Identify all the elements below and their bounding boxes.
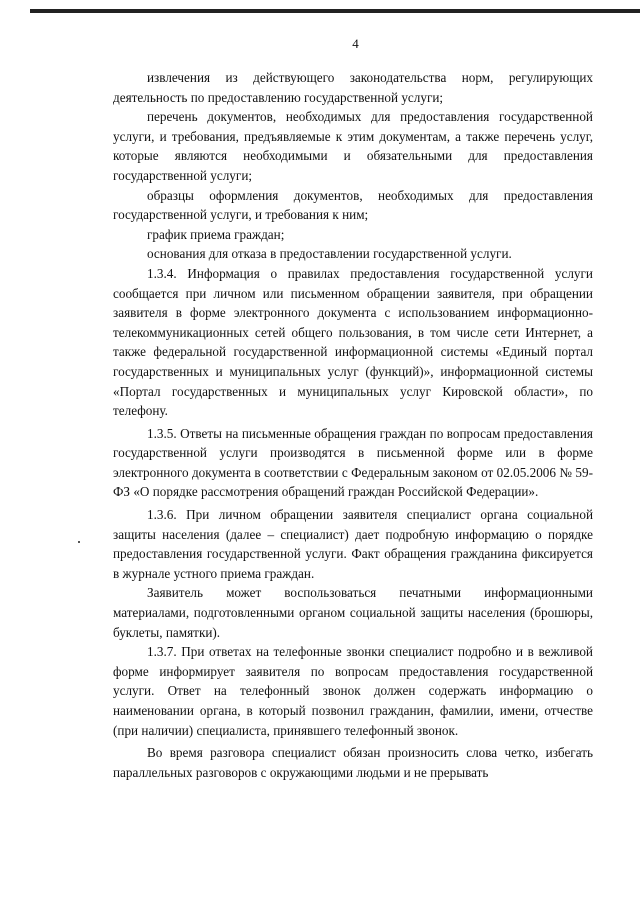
page-number: 4 [352, 36, 359, 51]
scan-speck [78, 541, 80, 543]
paragraph-1-3-5: 1.3.5. Ответы на письменные обращения граждан по вопросам предоставления государственной услуги производятся в письменной форме или в форме электронного документа в соответствии с Федеральным законом от 02.05.2006 № 59-ФЗ «О порядке рассмотрения обращений граждан Российской Федерации». [113, 425, 593, 500]
paragraph-extracts-of-law: извлечения из действующего законодательства норм, регулирующих деятельность по предоставлению государственной услуги; [113, 70, 593, 105]
paragraph-conversation-rules: Во время разговора специалист обязан произносить слова четко, избегать параллельных разговоров с окружающими людьми и не прерывать [113, 745, 593, 780]
page-top-rule [30, 9, 640, 13]
paragraph-reception-schedule: график приема граждан; [147, 226, 285, 242]
paragraph-list-of-documents: перечень документов, необходимых для предоставления государственной услуги, и требования, предъявляемые к этим документам, а также перечень услуг, которые являются необходимыми и обязательными для предоставления государственной услуги; [113, 109, 593, 183]
paragraph-printed-materials: Заявитель может воспользоваться печатными информационными материалами, подготовленными органом социальной защиты населения (брошюры, буклеты, памятки). [113, 585, 593, 640]
paragraph-1-3-7: 1.3.7. При ответах на телефонные звонки специалист подробно и в вежливой форме информирует заявителя по вопросам предоставления государственной услуги. Ответ на телефонный звонок должен содержать информацию о наименовании органа, в который позвонил гражданин, фамилии, имени, отчестве (при наличии) специалиста, принявшего телефонный звонок. [113, 644, 593, 738]
paragraph-1-3-4: 1.3.4. Информация о правилах предоставления государственной услуги сообщается при личном или письменном обращении заявителя, при обращении заявителя в форме электронного документа с использованием информационно-телекоммуникационных сетей общего пользования, в том числе сети Интернет, а также федеральной государственной информационной системы «Единый портал государственных и муниципальных услуг (функций)», информационной системы «Портал государственных и муниципальных услуг Кировской области», по телефону. [113, 265, 593, 419]
paragraph-1-3-6: 1.3.6. При личном обращении заявителя специалист органа социальной защиты населения (далее – специалист) дает подробную информацию о порядке предоставления государственной услуги. Факт обращения гражданина фиксируется в журнале устного приема граждан. [113, 507, 593, 581]
document-body [113, 68, 593, 782]
paragraph-document-samples: образцы оформления документов, необходимых для предоставления государственной услуги, и требования к ним; [113, 187, 593, 223]
paragraph-refusal-grounds: основания для отказа в предоставлении государственной услуги. [147, 246, 512, 262]
